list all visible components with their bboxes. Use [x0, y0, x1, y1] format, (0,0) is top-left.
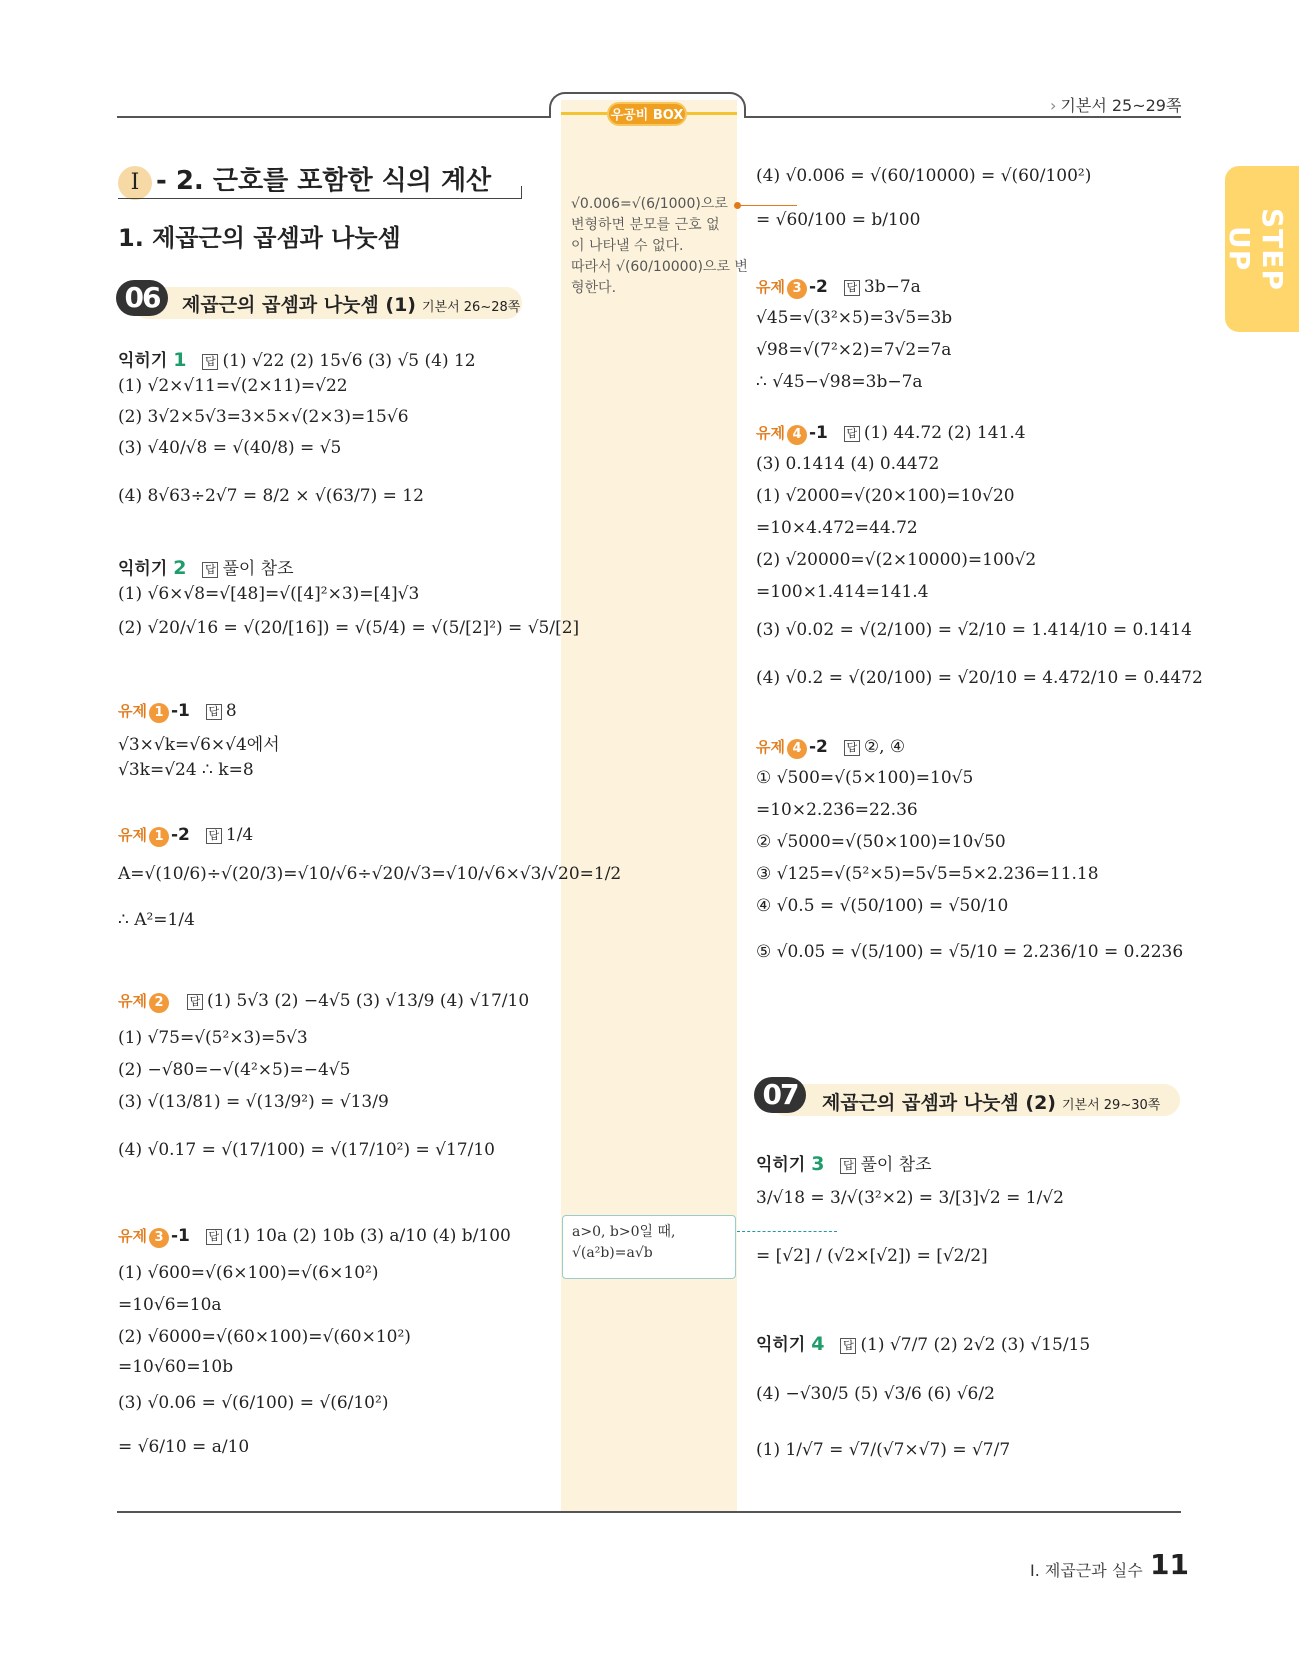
example-suffix: -1 [170, 1226, 190, 1246]
exercise-label [756, 1335, 824, 1355]
answer-text: (1) 44.72 (2) 141.4 [863, 423, 1026, 443]
solution-line: (2) √20000=√(2×10000)=100√2 [756, 550, 1037, 570]
example-number-badge: 4 [787, 425, 807, 445]
example-label [118, 1227, 190, 1245]
answer-mark-icon: 답 [840, 1338, 856, 1354]
exercise-number: 3 [811, 1153, 825, 1175]
note1-connector-dot [734, 202, 741, 209]
exercise-label [118, 351, 186, 371]
solution-line: (2) −√80=−√(4²×5)=−4√5 [118, 1060, 351, 1080]
example-suffix: -2 [808, 737, 828, 757]
page-number: 11 [1150, 1548, 1189, 1581]
example-label [756, 278, 828, 296]
example-header [756, 276, 921, 299]
solution-line: (2) √20/√16 = √(20/[16]) = √(5/4) = √(5/[2]²) = √5/[2] [118, 618, 580, 638]
example-number-badge: 1 [149, 827, 169, 847]
solution-line: = √60/100 = b/100 [756, 210, 921, 230]
example-header [118, 700, 237, 723]
example-label-text: 유제 [756, 738, 785, 756]
chevron-right-icon: › [1050, 96, 1057, 115]
box-badge: 우공비 BOX [607, 102, 687, 126]
answer-mark-icon: 답 [840, 1158, 856, 1174]
box-note-1-line: 따라서 √(60/10000)으로 변 [571, 259, 748, 275]
answer-text: (1) √7/7 (2) 2√2 (3) √15/15 [860, 1335, 1091, 1355]
section06-title-group [182, 290, 520, 317]
exercise-header [756, 1150, 932, 1175]
solution-line: (3) √0.02 = √(2/100) = √2/10 = 1.414/10 = 0.1414 [756, 620, 1192, 640]
example-header [756, 422, 1026, 445]
solution-line: (4) √0.17 = √(17/100) = √(17/10²) = √17/10 [118, 1140, 495, 1160]
solution-line: (4) √0.2 = √(20/100) = √20/10 = 4.472/10 = 0.4472 [756, 668, 1203, 688]
exercise-header [118, 554, 294, 579]
note1-connector [737, 205, 797, 206]
solution-line: ① √500=√(5×100)=10√5 [756, 768, 974, 788]
chapter-heading [118, 160, 491, 200]
solution-line: √98=√(7²×2)=7√2=7a [756, 340, 952, 360]
solution-line: ② √5000=√(50×100)=10√50 [756, 832, 1006, 852]
exercise-label [118, 559, 186, 579]
exercise-label [756, 1155, 824, 1175]
section-title: 1. 제곱근의 곱셈과 나눗셈 [118, 224, 401, 252]
solution-line: = [√2] / (√2×[√2]) = [√2/2] [756, 1246, 988, 1266]
solution-line: ⑤ √0.05 = √(5/100) = √5/10 = 2.236/10 = 0.2236 [756, 942, 1184, 962]
solution-line: (1) √2000=√(20×100)=10√20 [756, 486, 1015, 506]
answer-mark-icon: 답 [206, 704, 222, 720]
chapter-underline-tick [521, 186, 522, 199]
example-label [756, 424, 828, 442]
solution-line: A=√(10/6)÷√(20/3)=√10/√6÷√20/√3=√10/√6×√3/√20=1/2 [118, 864, 622, 884]
answer-text: (1) 5√3 (2) −4√5 (3) √13/9 (4) √17/10 [206, 991, 530, 1011]
bottom-rule [117, 1511, 1181, 1513]
box-note-1 [571, 194, 748, 299]
answer-text: 3b−7a [863, 277, 921, 297]
section06-ref: 기본서 26~28쪽 [421, 300, 521, 315]
example-header [118, 1225, 511, 1248]
solution-line: (1) √600=√(6×100)=√(6×10²) [118, 1263, 379, 1283]
example-label-text: 유제 [118, 992, 147, 1010]
box-note-1-line: 이 나타낼 수 없다. [571, 238, 684, 254]
example-header [118, 990, 529, 1013]
example-label [756, 738, 828, 756]
example-label-text: 유제 [118, 1227, 147, 1245]
example-label-text: 유제 [118, 826, 147, 844]
solution-line: (1) √2×√11=√(2×11)=√22 [118, 376, 348, 396]
exercise-number: 1 [173, 349, 187, 371]
chapter-title: - 2. 근호를 포함한 식의 계산 [156, 166, 492, 196]
example-number-badge: 3 [787, 279, 807, 299]
example-suffix: -2 [808, 277, 828, 297]
example-header [756, 736, 905, 759]
answer-mark-icon: 답 [844, 426, 860, 442]
answer-text: 풀이 참조 [860, 1155, 932, 1175]
solution-line: =100×1.414=141.4 [756, 582, 929, 602]
exercise-header [118, 346, 476, 371]
exercise-label-text: 익히기 [118, 559, 168, 579]
solution-line: ∴ A²=1/4 [118, 910, 195, 930]
solution-line: 3/√18 = 3/√(3²×2) = 3/[3]√2 = 1/√2 [756, 1188, 1064, 1208]
exercise-label-text: 익히기 [756, 1155, 806, 1175]
solution-line: ④ √0.5 = √(50/100) = √50/10 [756, 896, 1009, 916]
answer-text: 풀이 참조 [222, 559, 294, 579]
answer-mark-icon: 답 [206, 828, 222, 844]
solution-line: =10×2.236=22.36 [756, 800, 918, 820]
answer-mark-icon: 답 [844, 740, 860, 756]
solution-line: √45=√(3²×5)=3√5=3b [756, 308, 953, 328]
example-suffix: -1 [808, 423, 828, 443]
section06-title: 제곱근의 곱셈과 나눗셈 (1) [182, 294, 416, 316]
page-reference-text: 기본서 25~29쪽 [1060, 96, 1182, 115]
solution-line: (3) √0.06 = √(6/100) = √(6/10²) [118, 1393, 389, 1413]
example-header [118, 824, 253, 847]
exercise-number: 2 [173, 557, 187, 579]
answer-text: 8 [225, 701, 237, 721]
section07-title: 제곱근의 곱셈과 나눗셈 (2) [822, 1092, 1056, 1114]
chapter-roman: Ⅰ [118, 166, 152, 200]
answer-mark-icon: 답 [202, 354, 218, 370]
exercise-label-text: 익히기 [118, 351, 168, 371]
solution-line: =10√60=10b [118, 1357, 234, 1377]
chapter-underline [118, 198, 522, 199]
solution-line: (2) 3√2×5√3=3×5×√(2×3)=15√6 [118, 407, 409, 427]
answer-text: ②, ④ [863, 737, 906, 757]
box-note-2-line: a>0, b>0일 때, [572, 1224, 676, 1240]
box-note-1-line: 형한다. [571, 280, 617, 296]
solution-line: (3) √(13/81) = √(13/9²) = √13/9 [118, 1092, 389, 1112]
example-suffix: -1 [170, 701, 190, 721]
example-label-text: 유제 [756, 278, 785, 296]
footer-chapter: Ⅰ. 제곱근과 실수 [1030, 1561, 1143, 1580]
example-number-badge: 1 [149, 703, 169, 723]
box-note-2-line: √(a²b)=a√b [572, 1245, 653, 1261]
example-number-badge: 4 [787, 739, 807, 759]
section07-ref: 기본서 29~30쪽 [1061, 1098, 1161, 1113]
solution-line: (4) √0.006 = √(60/10000) = √(60/100²) [756, 166, 1092, 186]
example-number-badge: 3 [149, 1228, 169, 1248]
solution-line: (4) 8√63÷2√7 = 8/2 × √(63/7) = 12 [118, 486, 424, 506]
answer-mark-icon: 답 [202, 562, 218, 578]
solution-line: = √6/10 = a/10 [118, 1437, 250, 1457]
solution-line: (2) √6000=√(60×100)=√(60×10²) [118, 1327, 411, 1347]
exercise-header [756, 1330, 1090, 1355]
example-label [118, 826, 190, 844]
step-up-label: STEP UP [1223, 207, 1289, 291]
answer-text: 1/4 [225, 825, 254, 845]
exercise-number: 4 [811, 1333, 825, 1355]
answer-text: (1) √22 (2) 15√6 (3) √5 (4) 12 [222, 351, 476, 371]
example-label [118, 702, 190, 720]
solution-line: ③ √125=√(5²×5)=5√5=5×2.236=11.18 [756, 864, 1099, 884]
box-note-1-line: √0.006=√(6/1000)으로 [571, 196, 728, 212]
solution-line: √3×√k=√6×√4에서 [118, 735, 280, 755]
solution-line: (3) √40/√8 = √(40/8) = √5 [118, 438, 342, 458]
answer-mark-icon: 답 [187, 994, 203, 1010]
answer-mark-icon: 답 [206, 1229, 222, 1245]
example-suffix: -2 [170, 825, 190, 845]
example-label-text: 유제 [118, 702, 147, 720]
solution-line: ∴ √45−√98=3b−7a [756, 372, 923, 392]
section06-number: 06 [116, 280, 168, 316]
solution-line: (1) √6×√8=√[48]=√([4]²×3)=[4]√3 [118, 584, 420, 604]
section07-title-group [822, 1088, 1160, 1115]
page-reference [1050, 93, 1181, 116]
section07-number: 07 [754, 1077, 806, 1113]
solution-line: (3) 0.1414 (4) 0.4472 [756, 454, 940, 474]
exercise-label-text: 익히기 [756, 1335, 806, 1355]
top-rule-left [117, 116, 549, 118]
box-note-1-line: 변형하면 분모를 근호 없 [571, 217, 720, 233]
top-rule-right [746, 116, 1181, 118]
solution-line: √3k=√24 ∴ k=8 [118, 760, 254, 780]
box-column [561, 100, 737, 1511]
solution-line: (1) √75=√(5²×3)=5√3 [118, 1028, 308, 1048]
answer-text: (1) 10a (2) 10b (3) a/10 (4) b/100 [225, 1226, 511, 1246]
example-label-text: 유제 [756, 424, 785, 442]
box-note-2 [572, 1222, 675, 1264]
example-label [118, 992, 171, 1010]
solution-line: (4) −√30/5 (5) √3/6 (6) √6/2 [756, 1384, 995, 1404]
note2-connector [737, 1231, 837, 1232]
answer-mark-icon: 답 [844, 280, 860, 296]
example-number-badge: 2 [149, 993, 169, 1013]
solution-line: =10×4.472=44.72 [756, 518, 918, 538]
solution-line: =10√6=10a [118, 1295, 222, 1315]
solution-line: (1) 1/√7 = √7/(√7×√7) = √7/7 [756, 1440, 1011, 1460]
